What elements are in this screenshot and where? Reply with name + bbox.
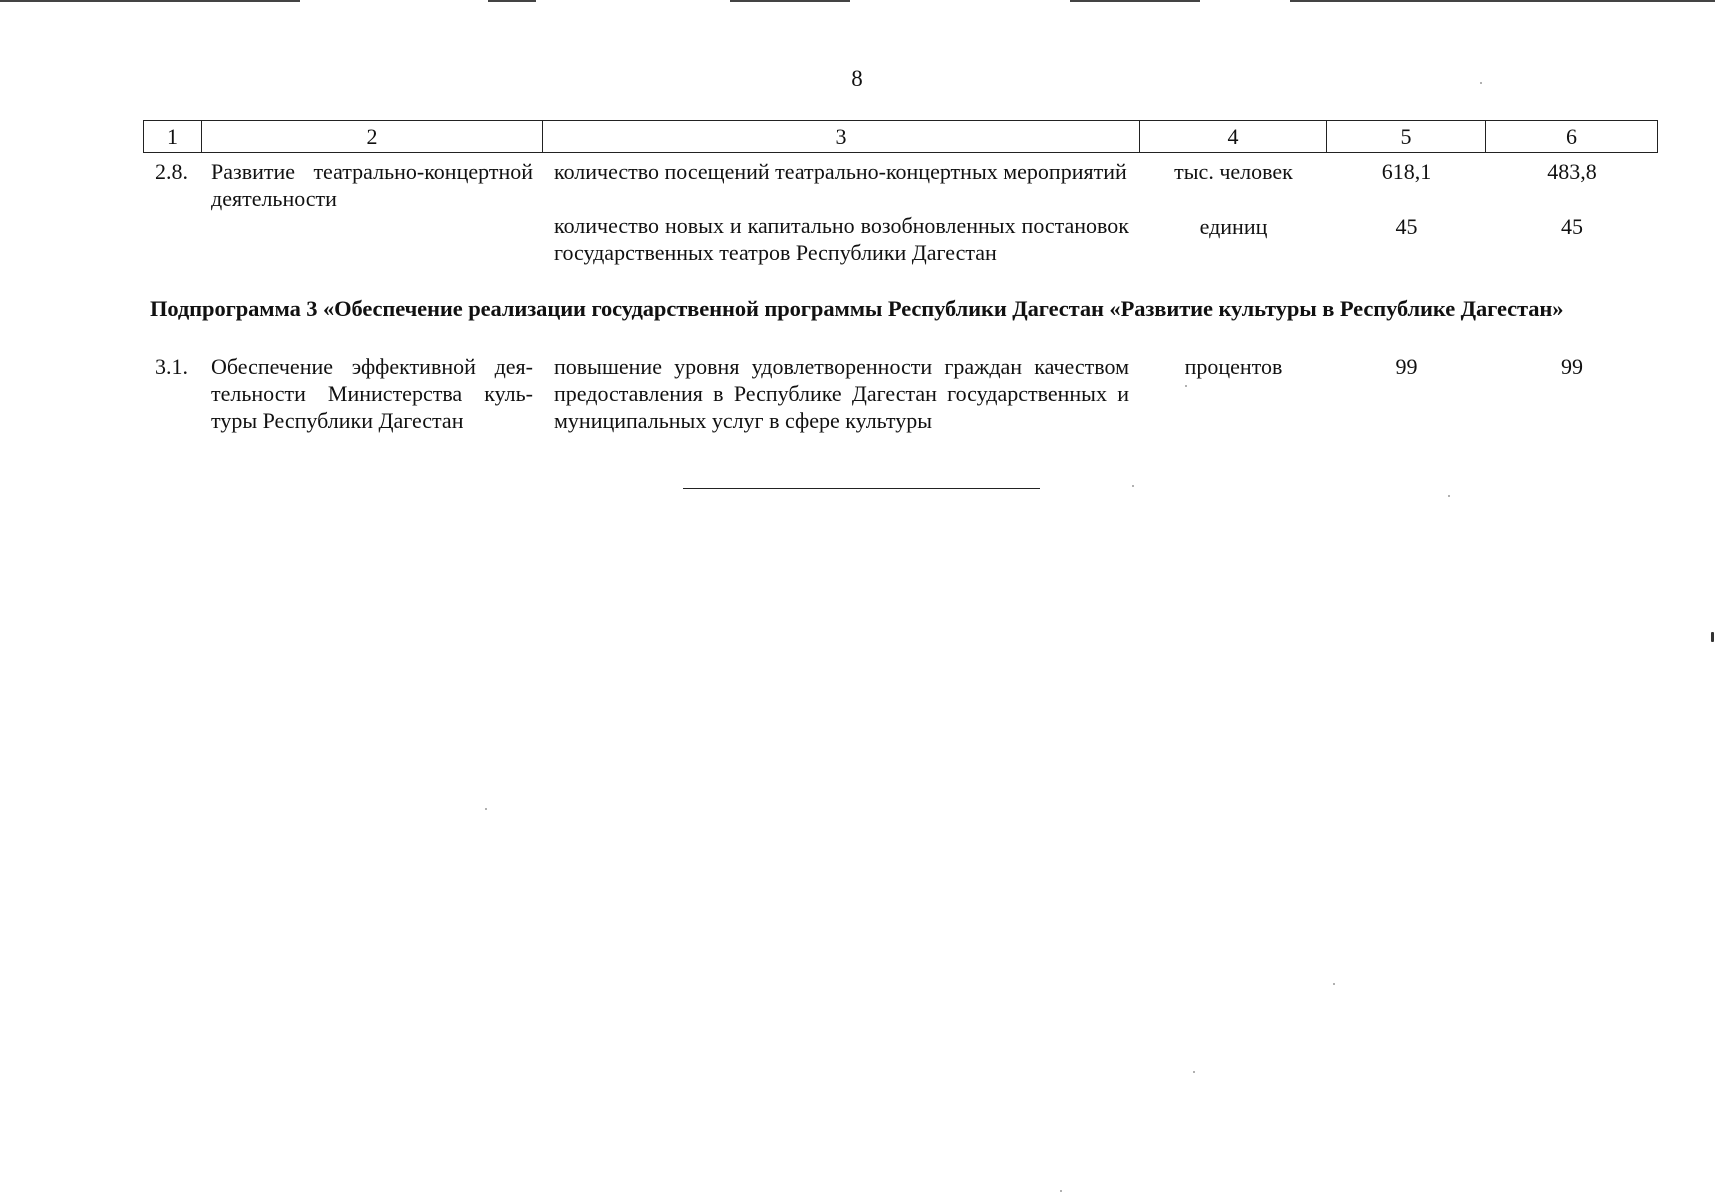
indicator-unit: процентов — [1184, 354, 1283, 379]
indicator-name: количество посещений театрально-концертных мероприятий — [554, 159, 1127, 184]
indicator-unit: единиц — [1199, 214, 1268, 239]
event-name: Развитие театрально-концертной деятельности — [211, 159, 533, 211]
scan-speck — [485, 808, 487, 810]
scan-edge-mark — [1290, 0, 1715, 2]
row-number: 3.1. — [155, 354, 188, 379]
header-col-5: 5 — [1326, 121, 1485, 152]
indicator-value-col6: 45 — [1561, 214, 1583, 239]
scan-edge-mark — [0, 0, 300, 2]
table-header-row — [143, 120, 1658, 153]
scan-edge-mark — [488, 0, 536, 2]
indicator-value-col5: 618,1 — [1381, 159, 1432, 184]
scan-speck — [1448, 495, 1450, 497]
indicator-name: количество новых и капитально возобновленных постановок государственных театров Республики Дагестан — [554, 213, 1129, 265]
indicator-value-col5: 99 — [1395, 354, 1418, 379]
scan-speck — [1193, 1071, 1195, 1073]
scan-edge-mark — [730, 0, 850, 2]
row-number: 2.8. — [155, 159, 188, 184]
indicator-value-col6: 483,8 — [1547, 159, 1597, 184]
scan-edge-mark — [1070, 0, 1200, 2]
event-name: Обеспечение эффективной деятельности Министерства культуры Республики Дагестан — [211, 354, 533, 433]
header-col-6: 6 — [1485, 121, 1657, 152]
closing-rule — [683, 488, 1040, 489]
scan-speck — [1185, 385, 1187, 387]
scan-speck — [1333, 983, 1335, 985]
header-col-2: 2 — [201, 121, 542, 152]
scan-speck — [1711, 632, 1714, 642]
scan-speck — [1060, 1190, 1062, 1192]
indicator-unit: тыс. человек — [1174, 159, 1293, 184]
header-col-4: 4 — [1139, 121, 1326, 152]
scan-speck — [1132, 485, 1134, 487]
subprogram-title: Подпрограмма 3 «Обеспечение реализации государственной программы Республики Дагестан «Развитие культуры в Республике Дагестан» — [150, 296, 1564, 321]
header-col-3: 3 — [542, 121, 1139, 152]
header-col-1: 1 — [167, 123, 178, 149]
indicator-name: повышение уровня удовлетворенности граждан качеством предоставления в Республике Дагестан государственных и муниципальных услуг в сфере культуры — [554, 354, 1129, 433]
indicator-value-col6: 99 — [1561, 354, 1583, 379]
page-number: 8 — [851, 66, 863, 91]
indicator-value-col5: 45 — [1395, 214, 1418, 239]
scan-speck — [1480, 82, 1482, 84]
